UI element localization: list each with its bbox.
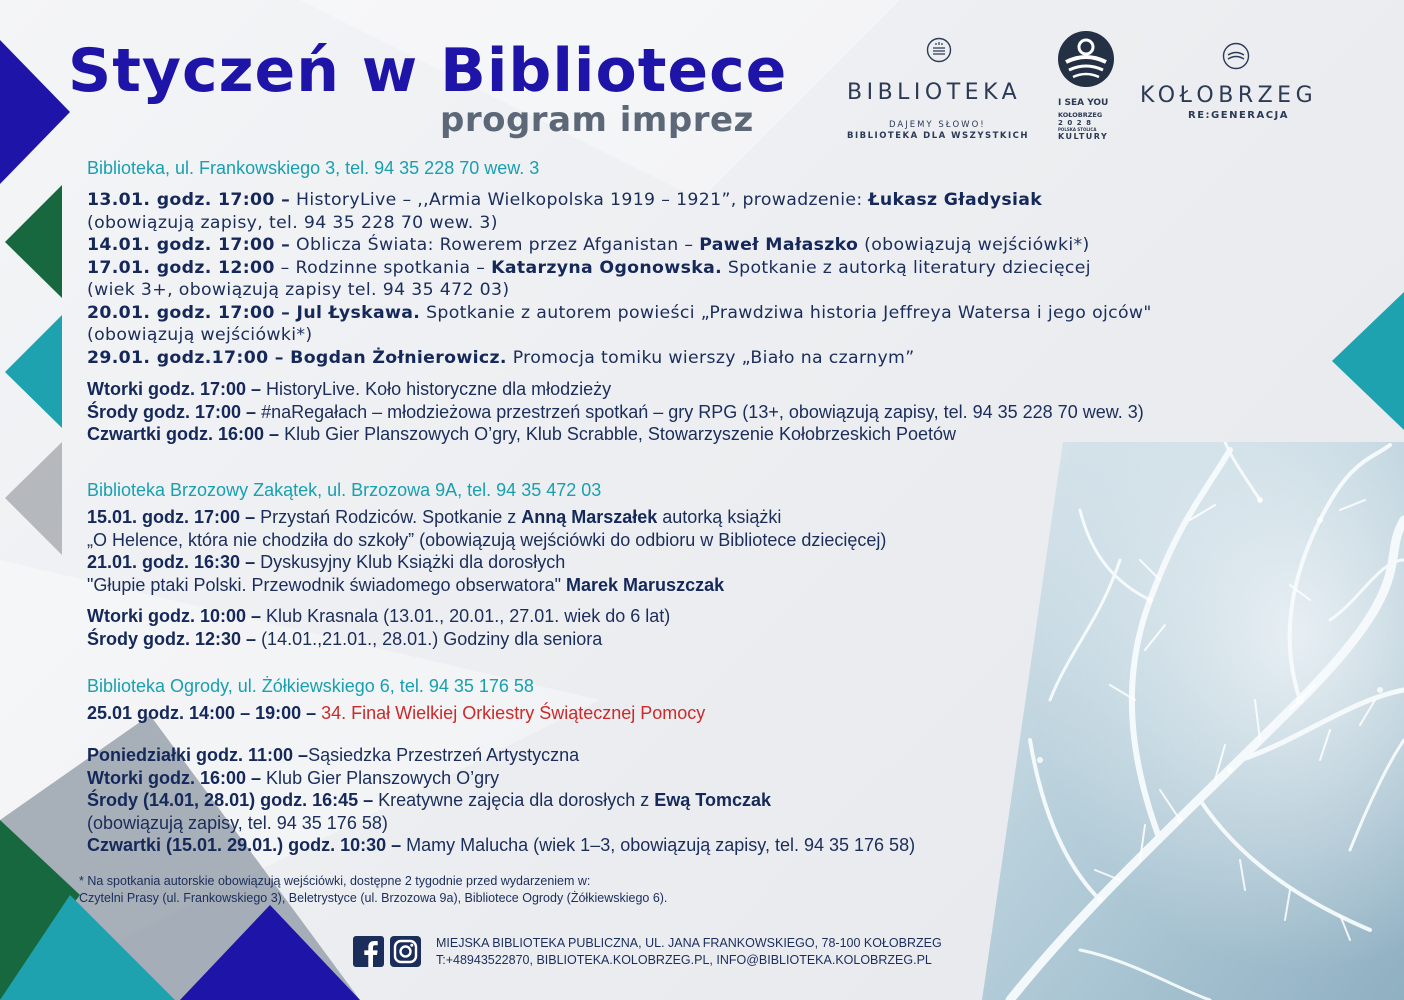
events-brzozowy — [87, 506, 886, 596]
recurring-description: HistoryLive. Koło historyczne dla młodzieży — [261, 379, 612, 399]
biblioteka-logo-word: BIBLIOTEKA — [847, 80, 1022, 105]
event-note: Spotkanie z autorką literatury dziecięcej — [722, 257, 1091, 278]
recurring-item — [87, 744, 915, 767]
page-subtitle: program imprez — [440, 100, 754, 140]
biblioteka-logo-tagline-2: BIBLIOTEKA DLA WSZYSTKICH — [847, 131, 1029, 141]
recurring-day: Wtorki godz. 17:00 – — [87, 379, 262, 399]
recurring-description: Klub Krasnala (13.01., 20.01., 27.01. wiek do 6 lat) — [261, 606, 671, 626]
isea-logo-year: 2028 — [1058, 119, 1096, 127]
biblioteka-logo-tagline: DAJEMY SŁOWO! — [889, 120, 986, 130]
event-description: Dyskusyjny Klub Książki dla dorosłych — [255, 552, 566, 572]
recurring-item — [87, 834, 915, 857]
event-person: Bogdan Żołnierowicz. — [290, 347, 507, 368]
isea-logo-culture: KULTURY — [1058, 132, 1109, 141]
recurring-note: (obowiązują zapisy, tel. 94 35 176 58) — [87, 812, 388, 833]
section-heading-brzozowy: Biblioteka Brzozowy Zakątek, ul. Brzozowa 9A, tel. 94 35 472 03 — [87, 480, 602, 500]
event-note: (obowiązują zapisy, tel. 94 35 228 70 wew. 3) — [87, 212, 498, 233]
event-date: 15.01. godz. 17:00 – — [87, 507, 256, 527]
event-note: „O Helence, która nie chodziła do szkoły” (obowiązują wejściówki do odbioru w Bibliotece dziecięcej) — [87, 529, 887, 550]
footnote — [79, 873, 667, 906]
event-person: Katarzyna Ogonowska. — [491, 257, 722, 278]
recurring-description: Sąsiedzka Przestrzeń Artystyczna — [308, 745, 580, 765]
event-date: 25.01 godz. 14:00 – 19:00 – — [87, 703, 317, 723]
biblioteka-logo-icon — [926, 37, 952, 63]
event-person: Anną Marszałek — [521, 507, 658, 527]
event-person: Paweł Małaszko — [699, 235, 859, 255]
recurring-day: Czwartki godz. 16:00 – — [87, 424, 280, 444]
footer-links: T:+48943522870, BIBLIOTEKA.KOLOBRZEG.PL, INFO@BIBLIOTEKA.KOLOBRZEG.PL — [436, 953, 932, 967]
recurring-item — [87, 378, 1144, 401]
event-person: Marek Maruszczak — [566, 574, 725, 595]
recurring-description: Klub Gier Planszowych O’gry, Klub Scrabble, Stowarzyszenie Kołobrzeskich Poetów — [279, 424, 957, 444]
kolobrzeg-logo-icon — [1222, 42, 1250, 70]
event-date: 17.01. godz. 12:00 — [87, 257, 275, 278]
footer-contact — [436, 935, 942, 969]
event-item — [87, 347, 1152, 370]
recurring-frankowskiego — [87, 378, 1144, 446]
event-description: "Głupie ptaki Polski. Przewodnik świadomego obserwatora" — [87, 574, 567, 595]
event-description: 34. Finał Wielkiej Orkiestry Świątecznej Pomocy — [316, 703, 706, 723]
recurring-day: Wtorki godz. 16:00 – — [87, 767, 262, 788]
isea-logo-city: KOŁOBRZEG — [1058, 111, 1103, 119]
recurring-item — [87, 767, 915, 790]
event-person: – Jul Łyskawa. — [274, 302, 421, 323]
event-date: 29.01. godz.17:00 – — [87, 347, 291, 368]
recurring-description: Kreatywne zajęcia dla dorosłych z — [373, 790, 655, 810]
event-item — [87, 574, 886, 597]
event-description: HistoryLive – ,,Armia Wielkopolska 1919 – 1921”, prowadzenie: — [290, 190, 869, 210]
footer-address: MIEJSKA BIBLIOTEKA PUBLICZNA, UL. JANA FRANKOWSKIEGO, 78-100 KOŁOBRZEG — [436, 936, 942, 950]
event-date: 20.01. godz. 17:00 — [87, 302, 275, 323]
event-item — [87, 257, 1152, 280]
event-item — [87, 234, 1152, 257]
recurring-day: Wtorki godz. 10:00 – — [87, 606, 262, 626]
event-description: Spotkanie z autorem powieści „Prawdziwa historia Jeffreya Watersa i jego ojców" — [420, 302, 1152, 323]
event-note: autorką książki — [657, 507, 782, 527]
event-description: Przystań Rodziców. Spotkanie z — [255, 507, 522, 527]
page-title: Styczeń w Bibliotece — [68, 36, 788, 106]
facebook-icon[interactable] — [353, 936, 384, 967]
event-item — [87, 551, 886, 574]
events-ogrody — [87, 702, 705, 725]
recurring-day: Środy godz. 17:00 – — [87, 401, 257, 422]
event-description: – Rodzinne spotkania – — [274, 257, 492, 278]
recurring-day: Środy godz. 12:30 – — [87, 628, 257, 649]
section-heading-ogrody: Biblioteka Ogrody, ul. Żółkiewskiego 6, tel. 94 35 176 58 — [87, 676, 534, 696]
recurring-brzozowy — [87, 605, 670, 650]
kolobrzeg-logo-tagline: RE:GENERACJA — [1188, 110, 1290, 121]
recurring-item — [87, 628, 670, 651]
recurring-description: Klub Gier Planszowych O’gry — [261, 767, 500, 788]
recurring-description: (14.01.,21.01., 28.01.) Godziny dla seniora — [256, 628, 603, 649]
footnote-line: * Na spotkania autorskie obowiązują wejściówki, dostępne 2 tygodnie przed wydarzeniem w: — [79, 874, 591, 888]
event-item — [87, 302, 1152, 325]
recurring-description: #naRegałach – młodzieżowa przestrzeń spotkań – gry RPG (13+, obowiązują zapisy, tel. 94 35 228 70 wew. 3) — [256, 401, 1144, 422]
event-date: 21.01. godz. 16:30 – — [87, 552, 256, 572]
event-description: Oblicza Świata: Rowerem przez Afganistan – — [290, 235, 700, 255]
event-date: 14.01. godz. 17:00 – — [87, 235, 291, 255]
isea-logo-small: POLSKA STOLICA — [1058, 127, 1097, 132]
section-heading-frankowskiego: Biblioteka, ul. Frankowskiego 3, tel. 94 35 228 70 wew. 3 — [87, 158, 540, 178]
event-person: Łukasz Gładysiak — [868, 190, 1043, 210]
footnote-line: Czytelni Prasy (ul. Frankowskiego 3), Beletrystyce (ul. Brzozowa 9a), Bibliotece Ogrody (Żółkiewskiego 6). — [79, 890, 668, 905]
recurring-day: Poniedziałki godz. 11:00 – — [87, 745, 309, 765]
isea-logo-text: I SEA YOU — [1058, 98, 1109, 108]
isea-logo-icon — [1057, 30, 1115, 88]
event-note: (wiek 3+, obowiązują zapisy tel. 94 35 472 03) — [87, 280, 510, 300]
event-item — [87, 189, 1152, 212]
recurring-item — [87, 605, 670, 628]
event-item — [87, 702, 705, 725]
recurring-item — [87, 423, 1144, 446]
kolobrzeg-logo-word: KOŁOBRZEG — [1140, 83, 1318, 108]
event-note: (obowiązują wejściówki*) — [87, 325, 313, 345]
recurring-ogrody — [87, 744, 915, 857]
recurring-day: Czwartki (15.01. 29.01.) godz. 10:30 – — [87, 835, 402, 855]
recurring-item — [87, 401, 1144, 424]
recurring-day: Środy (14.01, 28.01) godz. 16:45 – — [87, 790, 374, 810]
event-description: Promocja tomiku wierszy „Biało na czarnym” — [506, 347, 915, 368]
recurring-item — [87, 789, 915, 812]
events-frankowskiego — [87, 189, 1152, 369]
instagram-icon[interactable] — [390, 936, 421, 967]
event-person: Ewą Tomczak — [654, 790, 771, 810]
event-date: 13.01. godz. 17:00 – — [87, 190, 291, 210]
event-item — [87, 506, 886, 529]
recurring-description: Mamy Malucha (wiek 1–3, obowiązują zapisy, tel. 94 35 176 58) — [401, 835, 916, 855]
event-note: (obowiązują wejściówki*) — [858, 235, 1090, 255]
